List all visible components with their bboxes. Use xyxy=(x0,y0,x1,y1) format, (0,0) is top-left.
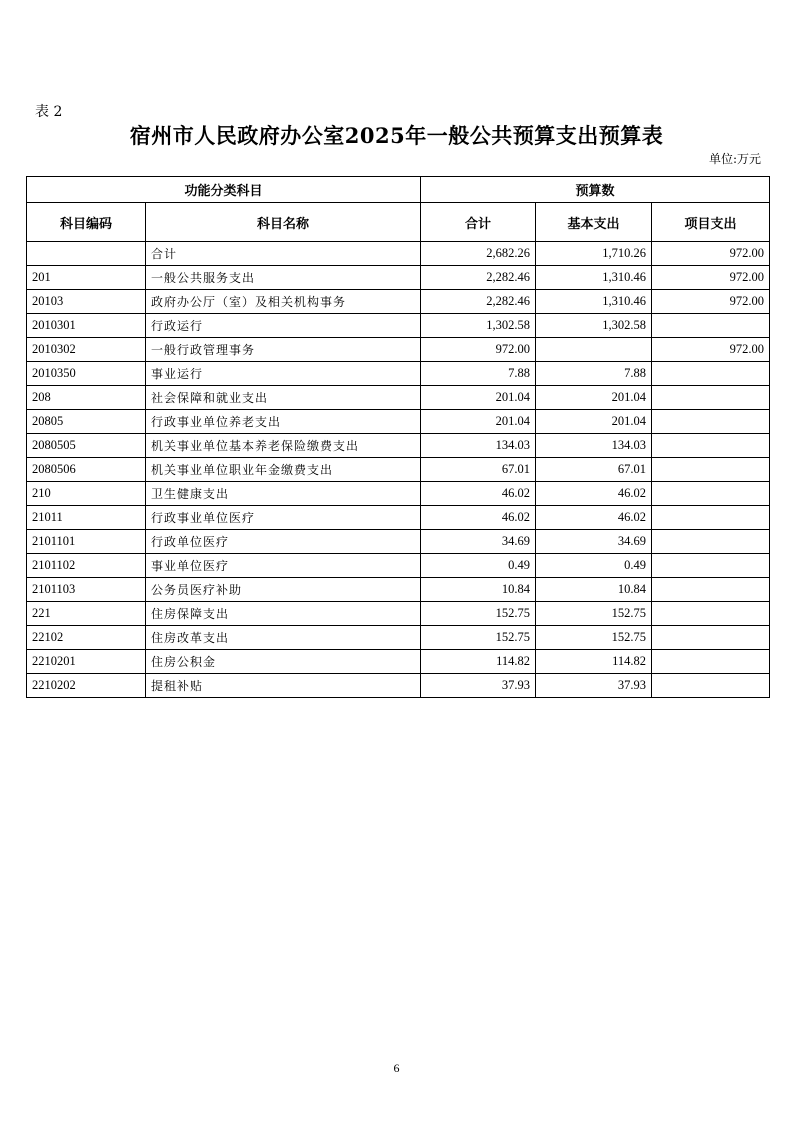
cell-project xyxy=(652,482,770,506)
cell-total: 201.04 xyxy=(421,410,536,434)
cell-name: 机关事业单位基本养老保险缴费支出 xyxy=(146,434,421,458)
cell-total: 10.84 xyxy=(421,578,536,602)
cell-project xyxy=(652,434,770,458)
cell-basic: 7.88 xyxy=(536,362,652,386)
table-row xyxy=(27,458,770,482)
cell-name: 事业运行 xyxy=(146,362,421,386)
cell-name: 卫生健康支出 xyxy=(146,482,421,506)
cell-name: 事业单位医疗 xyxy=(146,554,421,578)
table-row xyxy=(27,530,770,554)
cell-project xyxy=(652,410,770,434)
table-row xyxy=(27,410,770,434)
cell-basic: 37.93 xyxy=(536,674,652,698)
cell-code: 2210202 xyxy=(27,674,146,698)
table-row xyxy=(27,290,770,314)
cell-name: 住房保障支出 xyxy=(146,602,421,626)
table-row xyxy=(27,314,770,338)
cell-basic: 34.69 xyxy=(536,530,652,554)
table-body xyxy=(27,242,770,698)
table-row xyxy=(27,650,770,674)
cell-project xyxy=(652,386,770,410)
table-row xyxy=(27,242,770,266)
cell-code: 208 xyxy=(27,386,146,410)
cell-project xyxy=(652,314,770,338)
cell-basic: 1,310.46 xyxy=(536,290,652,314)
cell-project xyxy=(652,458,770,482)
table-row xyxy=(27,266,770,290)
unit-label: 单位:万元 xyxy=(708,152,761,166)
cell-total: 134.03 xyxy=(421,434,536,458)
table-row xyxy=(27,434,770,458)
header-row-columns xyxy=(27,203,770,242)
cell-code: 2101102 xyxy=(27,554,146,578)
header-code: 科目编码 xyxy=(27,203,146,242)
cell-total: 201.04 xyxy=(421,386,536,410)
cell-total: 34.69 xyxy=(421,530,536,554)
cell-total: 2,282.46 xyxy=(421,266,536,290)
cell-total: 1,302.58 xyxy=(421,314,536,338)
cell-total: 2,682.26 xyxy=(421,242,536,266)
cell-basic: 1,310.46 xyxy=(536,266,652,290)
cell-name: 行政事业单位养老支出 xyxy=(146,410,421,434)
cell-name: 住房公积金 xyxy=(146,650,421,674)
cell-total: 67.01 xyxy=(421,458,536,482)
page-title: 宿州市人民政府办公室2025年一般公共预算支出预算表 xyxy=(129,123,664,148)
cell-project xyxy=(652,554,770,578)
cell-basic: 152.75 xyxy=(536,626,652,650)
table-row xyxy=(27,554,770,578)
cell-basic: 1,302.58 xyxy=(536,314,652,338)
header-name: 科目名称 xyxy=(146,203,421,242)
cell-project: 972.00 xyxy=(652,242,770,266)
cell-code: 2010302 xyxy=(27,338,146,362)
cell-project xyxy=(652,626,770,650)
cell-name: 公务员医疗补助 xyxy=(146,578,421,602)
cell-basic: 152.75 xyxy=(536,602,652,626)
cell-total: 37.93 xyxy=(421,674,536,698)
cell-basic: 0.49 xyxy=(536,554,652,578)
cell-total: 46.02 xyxy=(421,482,536,506)
cell-project xyxy=(652,362,770,386)
cell-basic: 201.04 xyxy=(536,386,652,410)
cell-name: 提租补贴 xyxy=(146,674,421,698)
cell-code: 22102 xyxy=(27,626,146,650)
cell-name: 行政运行 xyxy=(146,314,421,338)
cell-basic: 134.03 xyxy=(536,434,652,458)
cell-name: 行政事业单位医疗 xyxy=(146,506,421,530)
cell-project: 972.00 xyxy=(652,290,770,314)
cell-code xyxy=(27,242,146,266)
cell-total: 114.82 xyxy=(421,650,536,674)
cell-basic: 10.84 xyxy=(536,578,652,602)
cell-name: 行政单位医疗 xyxy=(146,530,421,554)
cell-name: 机关事业单位职业年金缴费支出 xyxy=(146,458,421,482)
cell-code: 21011 xyxy=(27,506,146,530)
cell-project: 972.00 xyxy=(652,338,770,362)
cell-project xyxy=(652,602,770,626)
cell-project xyxy=(652,530,770,554)
cell-basic: 67.01 xyxy=(536,458,652,482)
cell-code: 2080506 xyxy=(27,458,146,482)
budget-table xyxy=(26,176,770,698)
table-row xyxy=(27,674,770,698)
cell-code: 2210201 xyxy=(27,650,146,674)
cell-total: 152.75 xyxy=(421,602,536,626)
cell-code: 2080505 xyxy=(27,434,146,458)
table-row xyxy=(27,506,770,530)
page-number: 6 xyxy=(393,1061,400,1075)
cell-total: 2,282.46 xyxy=(421,290,536,314)
cell-basic: 114.82 xyxy=(536,650,652,674)
table-row xyxy=(27,602,770,626)
cell-project xyxy=(652,674,770,698)
table-row xyxy=(27,626,770,650)
cell-basic: 1,710.26 xyxy=(536,242,652,266)
cell-total: 972.00 xyxy=(421,338,536,362)
cell-total: 7.88 xyxy=(421,362,536,386)
cell-name: 一般行政管理事务 xyxy=(146,338,421,362)
table-row xyxy=(27,362,770,386)
cell-project xyxy=(652,578,770,602)
cell-name: 政府办公厅（室）及相关机构事务 xyxy=(146,290,421,314)
cell-total: 152.75 xyxy=(421,626,536,650)
cell-code: 2101101 xyxy=(27,530,146,554)
table-row xyxy=(27,482,770,506)
header-project: 项目支出 xyxy=(652,203,770,242)
cell-code: 210 xyxy=(27,482,146,506)
cell-project: 972.00 xyxy=(652,266,770,290)
cell-code: 20103 xyxy=(27,290,146,314)
cell-total: 0.49 xyxy=(421,554,536,578)
cell-total: 46.02 xyxy=(421,506,536,530)
cell-basic: 46.02 xyxy=(536,506,652,530)
table-row xyxy=(27,578,770,602)
header-basic: 基本支出 xyxy=(536,203,652,242)
table-row xyxy=(27,338,770,362)
cell-basic: 46.02 xyxy=(536,482,652,506)
header-total: 合计 xyxy=(421,203,536,242)
cell-name: 合计 xyxy=(146,242,421,266)
cell-basic xyxy=(536,338,652,362)
cell-name: 社会保障和就业支出 xyxy=(146,386,421,410)
cell-project xyxy=(652,506,770,530)
cell-code: 20805 xyxy=(27,410,146,434)
header-budget: 预算数 xyxy=(421,177,770,203)
cell-name: 住房改革支出 xyxy=(146,626,421,650)
table-row xyxy=(27,386,770,410)
cell-code: 201 xyxy=(27,266,146,290)
cell-project xyxy=(652,650,770,674)
cell-code: 221 xyxy=(27,602,146,626)
header-classification: 功能分类科目 xyxy=(27,177,421,203)
header-row-group xyxy=(27,177,770,203)
cell-basic: 201.04 xyxy=(536,410,652,434)
cell-code: 2101103 xyxy=(27,578,146,602)
table-label: 表 2 xyxy=(35,104,63,120)
cell-code: 2010350 xyxy=(27,362,146,386)
cell-code: 2010301 xyxy=(27,314,146,338)
cell-name: 一般公共服务支出 xyxy=(146,266,421,290)
